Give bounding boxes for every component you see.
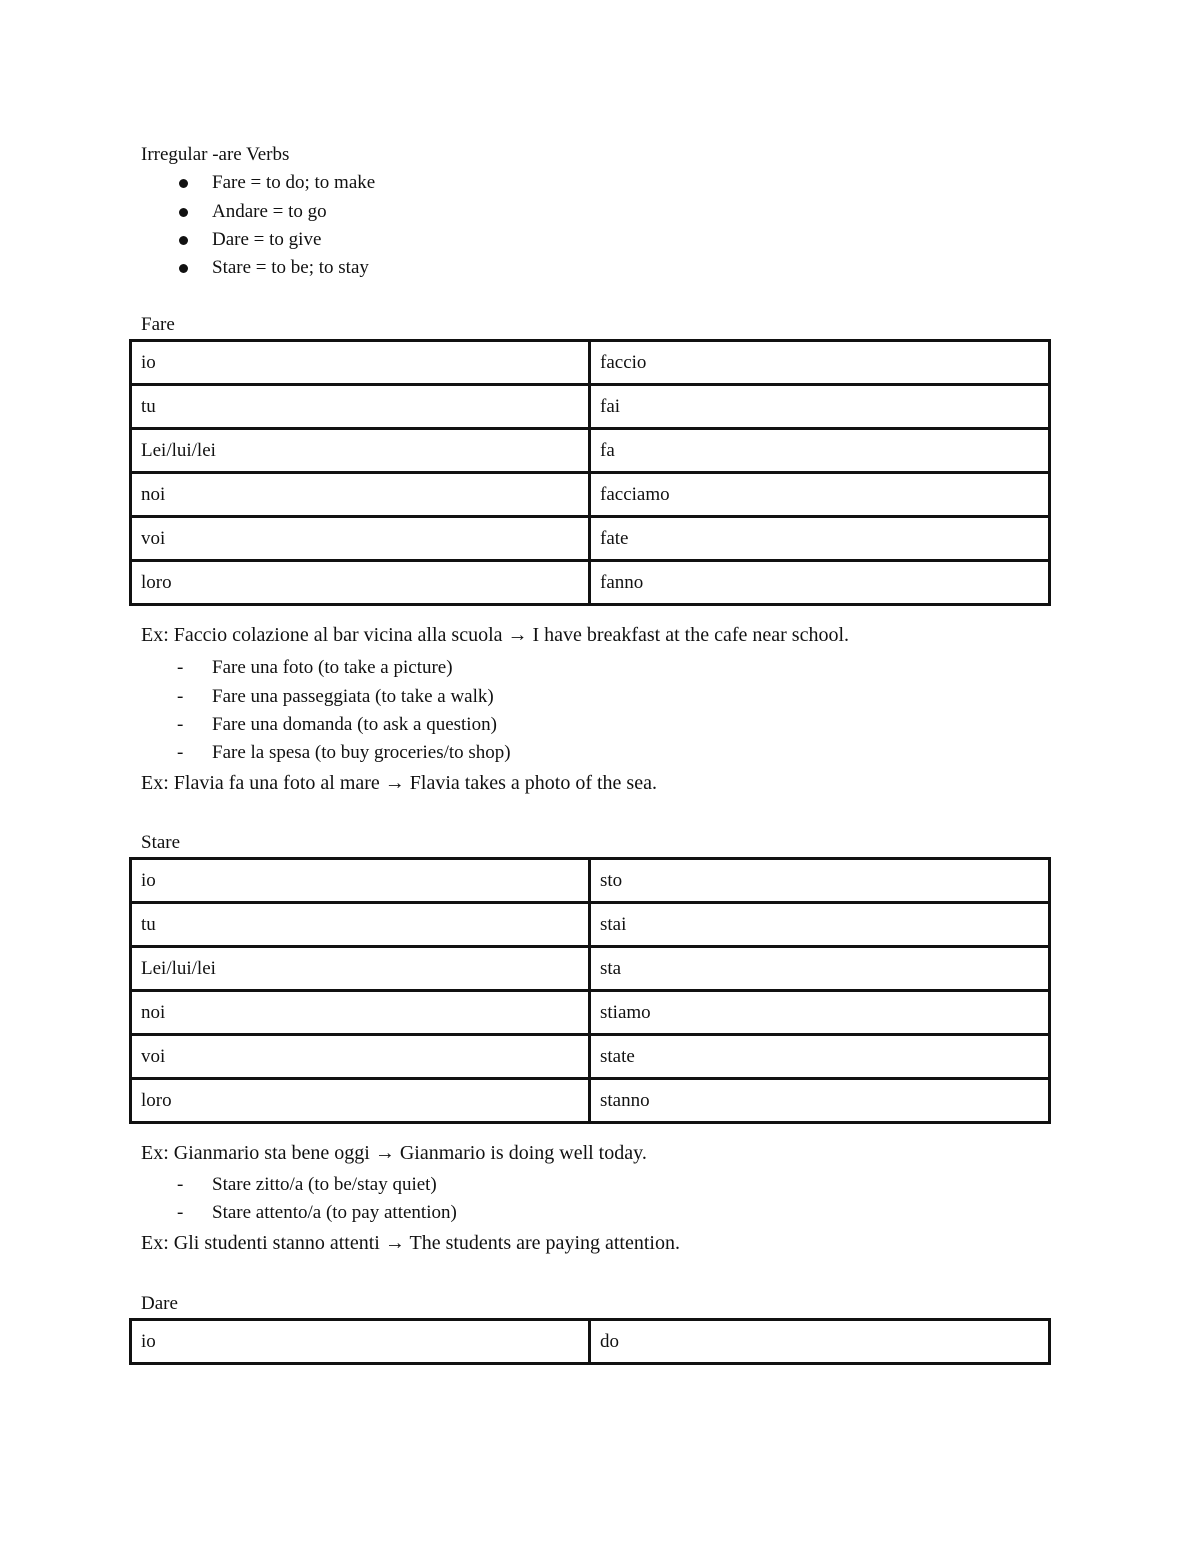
table-row (131, 1079, 1050, 1123)
verb-form-cell: sta (590, 947, 1050, 991)
verb-form-cell: faccio (590, 341, 1050, 385)
verb-form-cell: stai (590, 903, 1050, 947)
fare-conjugation-table (129, 339, 1051, 606)
verb-form-cell: state (590, 1035, 1050, 1079)
table-title-stare: Stare (141, 832, 181, 853)
pronoun-cell: loro (131, 561, 590, 605)
pronoun-cell: io (131, 341, 590, 385)
pronoun-cell: io (131, 1320, 590, 1364)
table-row (131, 903, 1050, 947)
table-title-fare: Fare (141, 314, 175, 335)
list-item-text: Dare = to give (212, 229, 322, 250)
verb-form-cell: fanno (590, 561, 1050, 605)
verb-form-cell: stanno (590, 1079, 1050, 1123)
example-sentence: Ex: Gli studenti stanno attenti → The students are paying attention. (141, 1232, 680, 1254)
dash-bullet-icon: - (177, 686, 184, 707)
table-row (131, 947, 1050, 991)
dash-bullet-icon: - (177, 657, 184, 678)
bullet-icon (179, 208, 188, 217)
table-row (131, 517, 1050, 561)
pronoun-cell: voi (131, 517, 590, 561)
pronoun-cell: Lei/lui/lei (131, 429, 590, 473)
list-item-text: Fare = to do; to make (212, 172, 376, 193)
bullet-icon (179, 236, 188, 245)
list-item-text: Stare zitto/a (to be/stay quiet) (212, 1174, 437, 1195)
table-row (131, 341, 1050, 385)
list-item-text: Stare attento/a (to pay attention) (212, 1202, 457, 1223)
verb-form-cell: fa (590, 429, 1050, 473)
list-item-text: Fare una passeggiata (to take a walk) (212, 686, 494, 707)
table-row (131, 1320, 1050, 1364)
pronoun-cell: noi (131, 473, 590, 517)
pronoun-cell: noi (131, 991, 590, 1035)
verb-form-cell: do (590, 1320, 1050, 1364)
table-row (131, 561, 1050, 605)
table-row (131, 1035, 1050, 1079)
table-row (131, 429, 1050, 473)
pronoun-cell: io (131, 859, 590, 903)
pronoun-cell: Lei/lui/lei (131, 947, 590, 991)
bullet-icon (179, 264, 188, 273)
table-row (131, 859, 1050, 903)
pronoun-cell: voi (131, 1035, 590, 1079)
list-item-text: Fare una foto (to take a picture) (212, 657, 453, 678)
table-row (131, 991, 1050, 1035)
example-sentence: Ex: Flavia fa una foto al mare → Flavia takes a photo of the sea. (141, 772, 657, 794)
example-sentence: Ex: Faccio colazione al bar vicina alla scuola → I have breakfast at the cafe near school. (141, 624, 849, 646)
verb-form-cell: stiamo (590, 991, 1050, 1035)
dash-bullet-icon: - (177, 1202, 184, 1223)
pronoun-cell: tu (131, 903, 590, 947)
bullet-icon (179, 179, 188, 188)
verb-form-cell: sto (590, 859, 1050, 903)
example-sentence: Ex: Gianmario sta bene oggi → Gianmario is doing well today. (141, 1142, 647, 1164)
list-item-text: Fare una domanda (to ask a question) (212, 714, 497, 735)
list-item-text: Stare = to be; to stay (212, 257, 369, 278)
dash-bullet-icon: - (177, 714, 184, 735)
list-item-text: Fare la spesa (to buy groceries/to shop) (212, 742, 511, 763)
dash-bullet-icon: - (177, 1174, 184, 1195)
pronoun-cell: tu (131, 385, 590, 429)
table-title-dare: Dare (141, 1293, 178, 1314)
table-row (131, 473, 1050, 517)
dash-bullet-icon: - (177, 742, 184, 763)
section-heading: Irregular -are Verbs (141, 144, 290, 165)
table-row (131, 385, 1050, 429)
stare-conjugation-table (129, 857, 1051, 1124)
verb-form-cell: fate (590, 517, 1050, 561)
verb-form-cell: fai (590, 385, 1050, 429)
pronoun-cell: loro (131, 1079, 590, 1123)
verb-form-cell: facciamo (590, 473, 1050, 517)
list-item-text: Andare = to go (212, 201, 327, 222)
dare-conjugation-table (129, 1318, 1051, 1365)
